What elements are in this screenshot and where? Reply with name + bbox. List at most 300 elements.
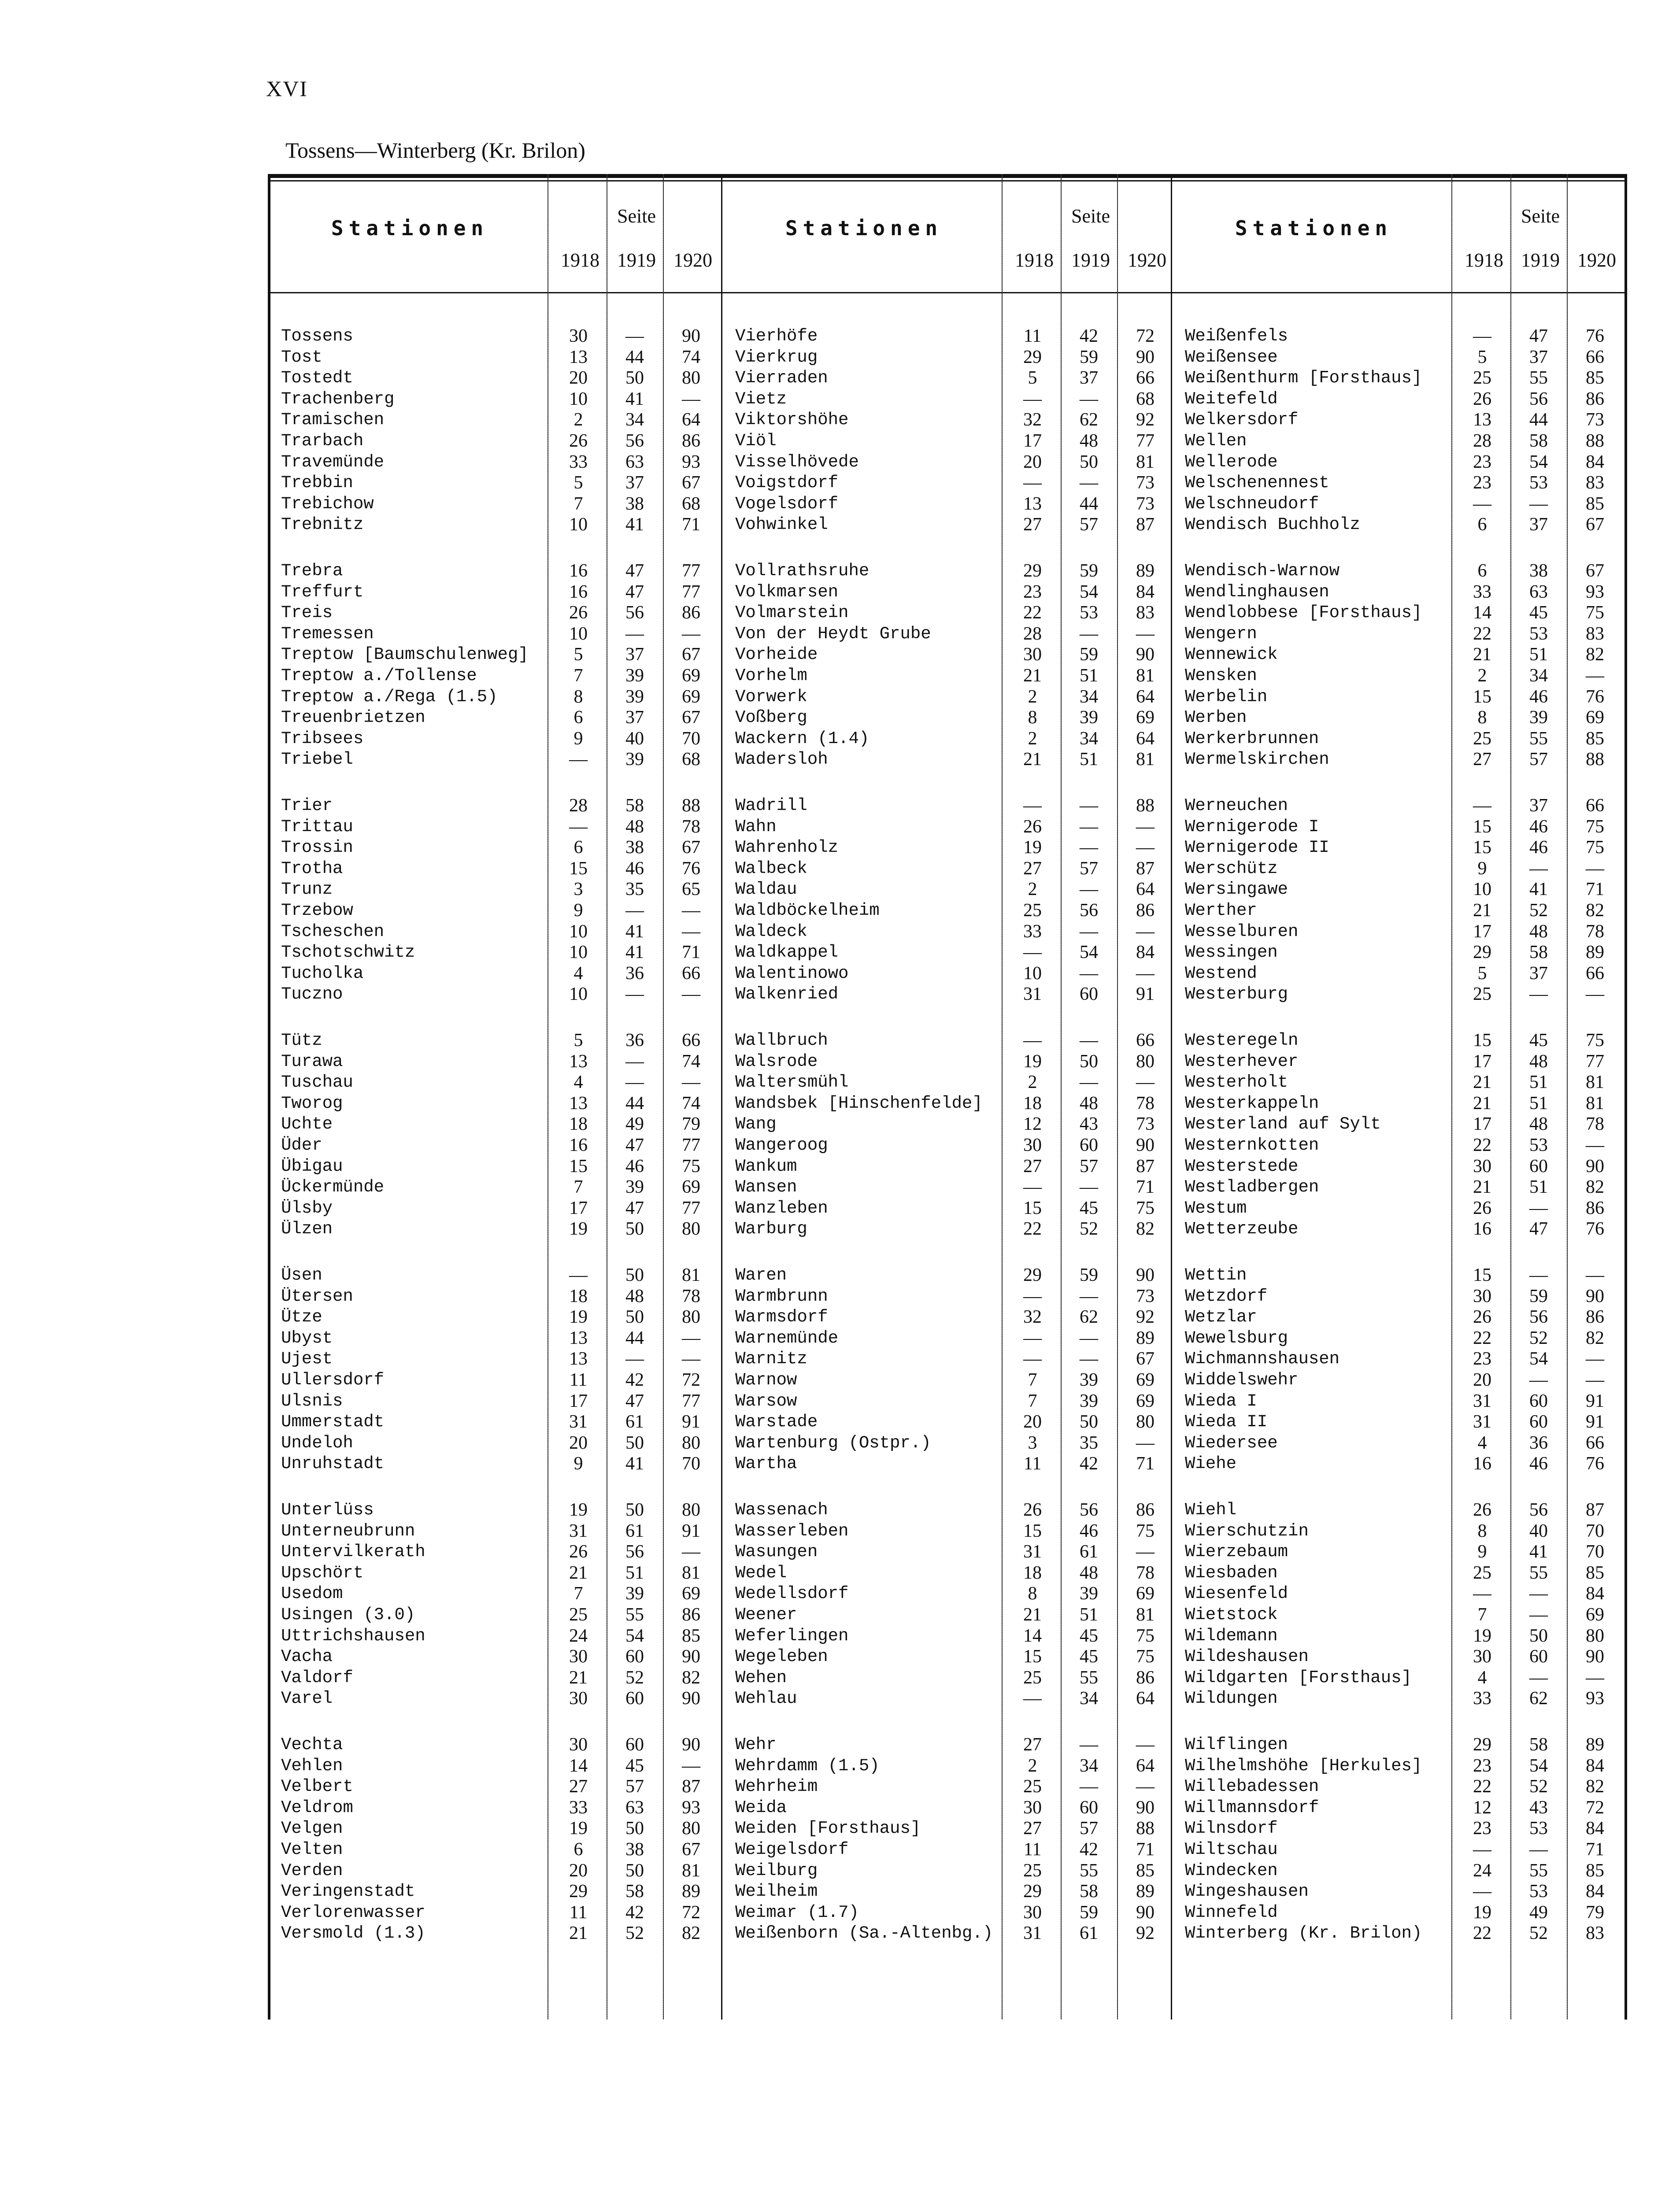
page-ref-1918: 10 <box>569 514 588 535</box>
page-ref-1918: 26 <box>1473 388 1491 409</box>
page-ref-1920: 75 <box>1586 1030 1604 1051</box>
page-ref-1920: 87 <box>1136 1156 1155 1177</box>
station-row <box>1185 1328 1621 1348</box>
station-name: Wettin <box>1185 1265 1247 1285</box>
page-ref-1919: 49 <box>1529 1902 1548 1923</box>
page-ref-1918: 31 <box>1473 1391 1491 1411</box>
page-ref-1920: 75 <box>1586 837 1604 858</box>
page-ref-1920: 83 <box>1586 1923 1604 1944</box>
seite-header: Seite <box>1071 205 1110 227</box>
station-row <box>735 1881 1172 1902</box>
page-ref-1918: 28 <box>1023 623 1042 644</box>
station-name: Westum <box>1185 1198 1247 1218</box>
page-ref-1920: — <box>682 1542 700 1562</box>
station-name: Weißenborn (Sa.-Altenbg.) <box>735 1924 993 1943</box>
station-row <box>1185 1605 1621 1625</box>
page-ref-1918: 2 <box>1028 686 1037 707</box>
page-ref-1918: 27 <box>1023 1735 1042 1755</box>
page-ref-1919: 56 <box>1529 388 1548 409</box>
page-ref-1918: 15 <box>1473 1030 1491 1051</box>
page-ref-1919: — <box>1529 1265 1548 1285</box>
page-ref-1919: 44 <box>625 347 644 367</box>
page-ref-1920: 70 <box>1586 1542 1604 1562</box>
station-row <box>281 561 718 581</box>
page-ref-1920: 80 <box>682 1432 700 1453</box>
page-ref-1919: 62 <box>1080 1307 1098 1328</box>
station-name: Trebnitz <box>281 515 364 535</box>
page-ref-1919: 48 <box>1080 1093 1098 1114</box>
page-ref-1918: 2 <box>1028 1072 1037 1093</box>
page-ref-1919: 59 <box>1080 347 1098 367</box>
page-ref-1919: 54 <box>1529 451 1548 472</box>
page-ref-1918: 9 <box>1477 1542 1487 1562</box>
page-ref-1918: 27 <box>569 1776 588 1797</box>
station-row <box>281 1328 718 1348</box>
page-ref-1918: 28 <box>1473 431 1491 451</box>
station-name: Travemünde <box>281 452 385 472</box>
page-ref-1920: 90 <box>1586 1156 1604 1177</box>
station-name: Wadersloh <box>735 750 828 770</box>
page-ref-1918: 30 <box>569 1688 588 1709</box>
stationen-header: Stationen <box>785 216 943 240</box>
station-name: Ütze <box>281 1307 322 1327</box>
page-ref-1918: 8 <box>1477 707 1487 728</box>
page-ref-1918: 8 <box>1028 707 1037 728</box>
station-row <box>281 1756 718 1776</box>
page-ref-1920: 81 <box>1586 1072 1604 1093</box>
station-row <box>735 1818 1172 1839</box>
page-ref-1918: 24 <box>569 1625 588 1646</box>
page-ref-1918: 21 <box>569 1923 588 1944</box>
page-ref-1919: 48 <box>1080 431 1098 451</box>
page-ref-1919: 42 <box>1080 1839 1098 1860</box>
page-ref-1919: 57 <box>1529 749 1548 770</box>
page-ref-1919: — <box>625 1072 644 1093</box>
station-name: Westerburg <box>1185 984 1288 1004</box>
page-ref-1920: 82 <box>682 1667 700 1688</box>
page-ref-1919: 54 <box>1529 1349 1548 1369</box>
station-row <box>281 1735 718 1755</box>
page-ref-1918: 7 <box>1477 1605 1487 1625</box>
page-ref-1918: 20 <box>569 1860 588 1881</box>
station-name: Trotha <box>281 858 343 878</box>
page-ref-1919: 54 <box>1080 581 1098 602</box>
page-ref-1918: — <box>1473 326 1491 346</box>
page-ref-1918: 10 <box>1473 879 1491 900</box>
station-row <box>281 1349 718 1369</box>
station-row <box>281 1818 718 1839</box>
page-ref-1920: 72 <box>682 1370 700 1390</box>
page-ref-1919: 39 <box>625 749 644 770</box>
station-row <box>281 1563 718 1583</box>
page-ref-1919: — <box>1080 837 1098 858</box>
page-ref-1918: 25 <box>569 1605 588 1625</box>
station-row <box>735 1646 1172 1667</box>
page-ref-1919: 38 <box>625 837 644 858</box>
page-ref-1920: 73 <box>1136 473 1155 493</box>
page-ref-1920: — <box>682 388 700 409</box>
station-name: Wahrenholz <box>735 838 839 858</box>
page-ref-1919: 53 <box>1529 473 1548 493</box>
page-ref-1919: 50 <box>1529 1625 1548 1646</box>
station-name: Wasserleben <box>735 1521 849 1541</box>
page-ref-1920: 86 <box>682 1605 700 1625</box>
station-row <box>1185 431 1621 451</box>
page-ref-1918: 16 <box>569 561 588 581</box>
station-name: Walkenried <box>735 984 839 1004</box>
page-ref-1920: 81 <box>1586 1093 1604 1114</box>
station-name: Werther <box>1185 901 1257 920</box>
page-ref-1919: 45 <box>625 1755 644 1776</box>
station-row <box>735 1328 1172 1348</box>
page-ref-1920: — <box>682 921 700 942</box>
station-row <box>1185 1756 1621 1776</box>
page-ref-1918: — <box>1473 795 1491 816</box>
page-ref-1919: 45 <box>1080 1198 1098 1218</box>
station-row <box>735 900 1172 921</box>
station-name: Wehrheim <box>735 1777 818 1797</box>
page-ref-1919: 42 <box>1080 326 1098 346</box>
station-row <box>1185 1307 1621 1327</box>
page-ref-1920: 69 <box>1136 707 1155 728</box>
station-row <box>1185 1798 1621 1818</box>
page-ref-1918: 9 <box>1477 858 1487 879</box>
page-ref-1919: 41 <box>1529 1542 1548 1562</box>
station-row <box>1185 1688 1621 1709</box>
page-ref-1919: 52 <box>1529 900 1548 921</box>
page-ref-1918: 11 <box>569 1902 588 1923</box>
page-ref-1919: 43 <box>1080 1114 1098 1135</box>
station-row <box>735 1668 1172 1688</box>
page-ref-1920: 89 <box>1586 942 1604 963</box>
station-row <box>1185 1923 1621 1943</box>
station-name: Vechta <box>281 1735 343 1754</box>
station-row <box>735 1902 1172 1923</box>
station-name: Vollrathsruhe <box>735 561 870 581</box>
page-ref-1919: 55 <box>1529 1860 1548 1881</box>
page-ref-1918: 19 <box>1473 1625 1491 1646</box>
station-row <box>281 494 718 514</box>
station-row <box>281 1542 718 1562</box>
station-row <box>281 1668 718 1688</box>
page-ref-1919: — <box>1080 1328 1098 1348</box>
page-ref-1918: 17 <box>1473 1114 1491 1135</box>
page-ref-1919: 58 <box>1529 1735 1548 1755</box>
page-ref-1918: 21 <box>1473 1072 1491 1093</box>
page-ref-1919: 50 <box>625 1432 644 1453</box>
page-ref-1920: 87 <box>1136 858 1155 879</box>
page-ref-1918: 17 <box>569 1198 588 1218</box>
page-ref-1920: 87 <box>1586 1500 1604 1520</box>
station-row <box>1185 494 1621 514</box>
station-row <box>735 817 1172 837</box>
page-ref-1920: 71 <box>1586 1839 1604 1860</box>
station-name: Tscheschen <box>281 921 385 941</box>
page-ref-1919: 51 <box>1080 1605 1098 1625</box>
page-ref-1919: 42 <box>625 1902 644 1923</box>
station-name: Wiltschau <box>1185 1840 1278 1859</box>
station-name: Willmannsdorf <box>1185 1798 1319 1817</box>
page-ref-1919: 59 <box>1080 1902 1098 1923</box>
page-ref-1920: 64 <box>1136 1755 1155 1776</box>
page-ref-1919: — <box>1080 1776 1098 1797</box>
year-header-1918: 1918 <box>561 249 599 271</box>
page-ref-1919: 42 <box>625 1370 644 1390</box>
station-row <box>281 984 718 1004</box>
page-ref-1920: 90 <box>682 1646 700 1667</box>
station-name: Tworog <box>281 1093 343 1113</box>
page-ref-1920: 86 <box>1586 388 1604 409</box>
page-ref-1918: 7 <box>574 1177 583 1198</box>
station-row <box>735 921 1172 942</box>
station-name: Von der Heydt Grube <box>735 624 931 644</box>
station-name: Uchte <box>281 1114 333 1134</box>
page-ref-1918: 29 <box>1023 1881 1042 1902</box>
station-row <box>735 1051 1172 1072</box>
page-ref-1920: 91 <box>682 1521 700 1541</box>
station-name: Westerland auf Sylt <box>1185 1114 1381 1134</box>
page-ref-1919: 46 <box>1529 1454 1548 1474</box>
page-ref-1919: — <box>1080 921 1098 942</box>
station-name: Usedom <box>281 1584 343 1604</box>
station-name: Weida <box>735 1798 787 1817</box>
page-ref-1918: 15 <box>1023 1521 1042 1541</box>
page-ref-1919: 47 <box>625 561 644 581</box>
page-ref-1919: 60 <box>1529 1391 1548 1411</box>
page-ref-1920: 68 <box>682 493 700 514</box>
page-ref-1918: 13 <box>569 1349 588 1369</box>
page-ref-1920: 82 <box>1136 1219 1155 1239</box>
station-row <box>1185 921 1621 942</box>
station-name: Vierkrug <box>735 347 818 367</box>
station-name: Unterneubrunn <box>281 1521 415 1541</box>
station-name: Wildeshausen <box>1185 1647 1309 1667</box>
page-ref-1920: 66 <box>1136 368 1155 388</box>
station-name: Wingeshausen <box>1185 1882 1309 1902</box>
page-ref-1919: 56 <box>625 431 644 451</box>
page-ref-1918: 30 <box>1473 1156 1491 1177</box>
page-ref-1920: 67 <box>682 644 700 665</box>
page-ref-1920: 82 <box>1586 1776 1604 1797</box>
page-ref-1919: 60 <box>625 1735 644 1755</box>
page-ref-1919: 60 <box>1080 1135 1098 1155</box>
page-ref-1919: 55 <box>625 1605 644 1625</box>
station-row <box>735 1135 1172 1155</box>
station-name: Velbert <box>281 1777 353 1797</box>
page-ref-1919: 47 <box>625 1198 644 1218</box>
station-row <box>1185 1198 1621 1218</box>
page-ref-1919: 41 <box>625 514 644 535</box>
station-row <box>735 687 1172 707</box>
page-ref-1920: 67 <box>682 1839 700 1860</box>
station-row <box>735 984 1172 1004</box>
page-ref-1918: 10 <box>569 623 588 644</box>
page-ref-1919: 52 <box>1529 1776 1548 1797</box>
page-ref-1919: 41 <box>625 921 644 942</box>
page-ref-1920: — <box>1586 1265 1604 1285</box>
station-name: Walsrode <box>735 1051 818 1071</box>
station-name: Tschotschwitz <box>281 943 415 962</box>
page-ref-1918: 11 <box>569 1370 588 1390</box>
page-ref-1920: 68 <box>682 749 700 770</box>
station-row <box>735 1798 1172 1818</box>
station-row <box>735 1776 1172 1797</box>
page-ref-1918: 31 <box>1473 1412 1491 1432</box>
page-ref-1918: 20 <box>569 1432 588 1453</box>
page-ref-1918: 5 <box>574 1030 583 1051</box>
station-name: Wetterzeube <box>1185 1219 1299 1239</box>
station-name: Weißensee <box>1185 347 1278 367</box>
page-ref-1919: 36 <box>1529 1432 1548 1453</box>
station-name: Wackern (1.4) <box>735 729 870 748</box>
station-row <box>735 561 1172 581</box>
page-ref-1920: 86 <box>1136 1500 1155 1520</box>
page-ref-1920: 87 <box>682 1776 700 1797</box>
page-ref-1919: 59 <box>1080 1265 1098 1285</box>
station-row <box>1185 389 1621 409</box>
station-row <box>1185 984 1621 1004</box>
page-ref-1919: 50 <box>625 1219 644 1239</box>
page-ref-1920: — <box>682 1072 700 1093</box>
page-ref-1920: 83 <box>1586 623 1604 644</box>
page-ref-1919: — <box>1080 963 1098 984</box>
station-name: Weimar (1.7) <box>735 1902 859 1922</box>
station-name: Wildemann <box>1185 1626 1278 1646</box>
page-ref-1919: 61 <box>1080 1542 1098 1562</box>
year-header-1918: 1918 <box>1465 249 1503 271</box>
station-name: Warnitz <box>735 1349 807 1369</box>
station-name: Wierschutzin <box>1185 1521 1309 1541</box>
page-ref-1919: 62 <box>1529 1688 1548 1709</box>
station-name: Wiedersee <box>1185 1433 1278 1453</box>
station-row <box>735 1626 1172 1646</box>
page-ref-1919: 52 <box>625 1923 644 1944</box>
station-row <box>281 1923 718 1943</box>
station-row <box>735 1072 1172 1092</box>
page-ref-1918: 23 <box>1473 1818 1491 1839</box>
station-row <box>1185 368 1621 388</box>
page-ref-1918: 2 <box>1028 1755 1037 1776</box>
page-ref-1920: 90 <box>1586 1646 1604 1667</box>
page-ref-1918: 5 <box>1477 963 1487 984</box>
page-ref-1920: 67 <box>682 837 700 858</box>
page-ref-1918: 15 <box>1473 1265 1491 1285</box>
page-ref-1918: — <box>1473 1881 1491 1902</box>
station-row <box>281 1646 718 1667</box>
page-ref-1918: — <box>1023 795 1042 816</box>
page-ref-1919: 56 <box>1080 1500 1098 1520</box>
station-name: Winterberg (Kr. Brilon) <box>1185 1924 1422 1943</box>
page-ref-1918: 5 <box>574 644 583 665</box>
page-ref-1918: 7 <box>1028 1370 1037 1390</box>
page-ref-1920: 76 <box>682 858 700 879</box>
station-row <box>281 1902 718 1923</box>
station-name: Westerkappeln <box>1185 1093 1319 1113</box>
station-name: Werneuchen <box>1185 796 1288 815</box>
page-ref-1918: 21 <box>1023 749 1042 770</box>
page-ref-1920: 67 <box>1586 514 1604 535</box>
page-ref-1920: 85 <box>1586 368 1604 388</box>
page-ref-1920: 83 <box>1136 603 1155 623</box>
page-ref-1920: 66 <box>1586 795 1604 816</box>
station-name: Wessingen <box>1185 943 1278 962</box>
page-ref-1920: 66 <box>682 963 700 984</box>
page-ref-1919: 61 <box>625 1412 644 1432</box>
page-ref-1919: 50 <box>625 368 644 388</box>
station-row <box>735 1349 1172 1369</box>
station-name: Wedellsdorf <box>735 1584 849 1604</box>
page-ref-1919: 34 <box>1080 1688 1098 1709</box>
page-ref-1919: 51 <box>1529 644 1548 665</box>
station-row <box>281 452 718 472</box>
station-name: Waldeck <box>735 921 807 941</box>
page-ref-1920: 81 <box>1136 451 1155 472</box>
page-ref-1918: 21 <box>1473 1177 1491 1198</box>
page-ref-1918: 26 <box>1023 1500 1042 1520</box>
station-name: Weilheim <box>735 1882 818 1902</box>
station-row <box>735 1500 1172 1520</box>
station-row <box>281 729 718 749</box>
page-ref-1918: 31 <box>569 1521 588 1541</box>
station-name: Welschenennest <box>1185 473 1329 493</box>
station-row <box>1185 1542 1621 1562</box>
station-row <box>281 624 718 644</box>
page-ref-1919: 55 <box>1080 1860 1098 1881</box>
station-row <box>1185 582 1621 602</box>
page-ref-1918: 22 <box>1023 1219 1042 1239</box>
station-row <box>281 1114 718 1134</box>
page-ref-1919: — <box>1080 879 1098 900</box>
page-ref-1920: 72 <box>1586 1797 1604 1818</box>
page-ref-1918: 4 <box>574 963 583 984</box>
page-ref-1918: 9 <box>574 900 583 921</box>
page-ref-1918: 6 <box>574 1839 583 1860</box>
stationen-header: Stationen <box>1235 216 1393 240</box>
page-ref-1918: 13 <box>569 1051 588 1072</box>
page-ref-1918: 30 <box>569 1735 588 1755</box>
page-ref-1920: 81 <box>682 1562 700 1583</box>
station-row <box>1185 326 1621 346</box>
station-row <box>281 858 718 879</box>
station-name: Westeregeln <box>1185 1031 1299 1050</box>
station-name: Wendlobbese [Forsthaus] <box>1185 603 1422 623</box>
page-ref-1919: — <box>1529 1667 1548 1688</box>
page-ref-1918: 22 <box>1473 1328 1491 1348</box>
station-row <box>1185 729 1621 749</box>
page-ref-1918: 7 <box>574 493 583 514</box>
station-row <box>281 1391 718 1411</box>
station-row <box>735 389 1172 409</box>
station-name: Undeloh <box>281 1433 353 1453</box>
station-row <box>735 666 1172 686</box>
station-name: Trunz <box>281 880 333 899</box>
page-ref-1920: 74 <box>682 1093 700 1114</box>
page-ref-1919: 61 <box>1080 1923 1098 1944</box>
page-ref-1920: 89 <box>1586 1735 1604 1755</box>
page-ref-1918: 6 <box>1477 514 1487 535</box>
page-ref-1920: 77 <box>682 1135 700 1155</box>
page-ref-1918: 25 <box>1023 900 1042 921</box>
station-name: Waren <box>735 1265 787 1285</box>
page-ref-1920: 84 <box>1136 942 1155 963</box>
page-ref-1920: 84 <box>1586 1755 1604 1776</box>
station-name: Untervilkerath <box>281 1542 426 1562</box>
page-ref-1919: 56 <box>625 1542 644 1562</box>
page-ref-1919: — <box>1080 1349 1098 1369</box>
station-name: Winnefeld <box>1185 1902 1278 1922</box>
page-ref-1920: — <box>1136 1735 1155 1755</box>
station-name: Wetzlar <box>1185 1307 1257 1327</box>
